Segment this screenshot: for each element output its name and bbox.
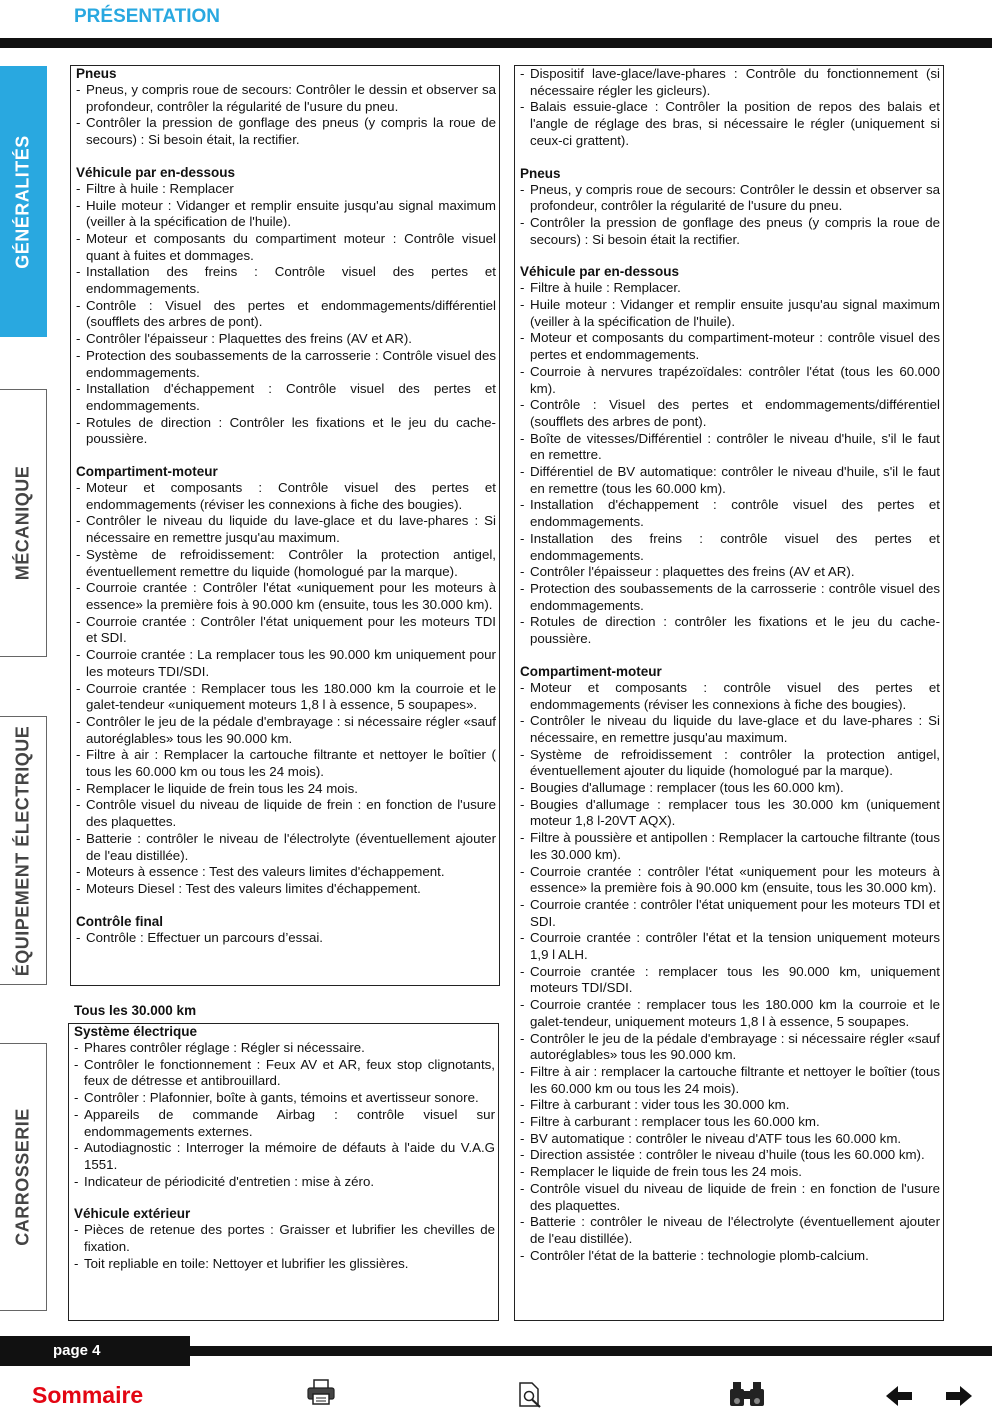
list-item: - Contrôle : Visuel des pertes et endommagements/différentiel (soufflets des arbres de pont). (520, 397, 940, 430)
list-item: - Contrôler : Plafonnier, boîte à gants, témoins et avertisseur sonore. (74, 1090, 495, 1107)
tab-label: ÉQUIPEMENT ÉLECTRIQUE (12, 725, 33, 976)
section-title: Pneus (520, 165, 561, 181)
list-item: - BV automatique : contrôler le niveau d'ATF tous les 60.000 km. (520, 1131, 940, 1148)
list-item: - Filtre à huile : Remplacer (76, 181, 496, 198)
list-item: - Contrôler l'épaisseur : Plaquettes des freins (AV et AR). (76, 331, 496, 348)
list-item: - Contrôle : Effectuer un parcours d’essai. (76, 930, 496, 947)
list-item: - Courroie à nervures trapézoïdales: contrôler l'état (tous les 60.000 km). (520, 364, 940, 397)
list-item: - Protection des soubassements de la carrosserie : Contrôle visuel des endommagements. (76, 348, 496, 381)
item-list (520, 280, 940, 647)
binoculars-icon[interactable] (728, 1380, 766, 1408)
item-list (520, 66, 940, 150)
list-item: - Moteur et composants : Contrôle visuel des pertes et endommagements (réviser les connexions à fiche des bougies). (76, 480, 496, 513)
printer-icon[interactable] (306, 1378, 336, 1406)
list-item: - Contrôler l'épaisseur : plaquettes des freins (AV et AR). (520, 564, 940, 581)
item-list (76, 480, 496, 898)
arrow-left-icon[interactable] (884, 1384, 914, 1408)
list-item: - Phares contrôler réglage : Régler si nécessaire. (74, 1040, 495, 1057)
section-title: Contrôle final (76, 913, 163, 929)
list-item: - Contrôler la pression de gonflage des pneus (y compris la roue de secours) : Si besoin était la rectifier. (520, 215, 940, 248)
list-item: - Protection des soubassements de la carrosserie : contrôle visuel des endommagements. (520, 581, 940, 614)
list-item: - Courroie crantée : remplacer tous les 180.000 km la courroie et le galet-tendeur, uniquement moteurs 1,8 l à essence, 5 soupapes. (520, 997, 940, 1030)
list-item: - Système de refroidissement : contrôler la protection antigel, éventuellement ajouter du liquide (homologué par la marque). (520, 747, 940, 780)
section-title: Compartiment-moteur (76, 464, 218, 480)
section-gap (76, 898, 496, 914)
list-item: - Filtre à air : Remplacer la cartouche filtrante et nettoyer le boîtier ( tous les 60.000 km ou tous les 24 mois). (76, 747, 496, 780)
tab-carrosserie[interactable] (0, 1043, 47, 1311)
tab-mecanique[interactable] (0, 389, 47, 657)
interval-heading: Tous les 30.000 km (74, 1003, 197, 1018)
tab-label: MÉCANIQUE (12, 465, 33, 581)
list-item: - Contrôler le jeu de la pédale d'embrayage : si nécessaire régler «sauf autoréglables» tous les 90.000 km. (76, 714, 496, 747)
list-item: - Remplacer le liquide de frein tous les 24 mois. (520, 1164, 940, 1181)
list-item: - Courroie crantée : contrôler l'état uniquement pour les moteurs TDI et SDI. (520, 897, 940, 930)
list-item: - Contrôler le niveau du liquide du lave-glace et du lave-phares : Si nécessaire, en remettre jusqu'au maximum. (520, 713, 940, 746)
list-item: - Pneus, y compris roue de secours: Contrôler le dessin et observer sa profondeur, contrôler la régularité de l'usure du pneu. (520, 182, 940, 215)
item-list (76, 930, 496, 947)
list-item: - Pièces de retenue des portes : Graisser et lubrifier les chevilles de fixation. (74, 1222, 495, 1255)
list-item: - Appareils de commande Airbag : contrôle visuel sur endommagements externes. (74, 1107, 495, 1140)
list-item: - Indicateur de périodicité d'entretien : mise à zéro. (74, 1174, 495, 1191)
list-item: - Courroie crantée : contrôler l'état «uniquement pour les moteurs à essence» la première fois à 90.000 km (ensuite, tous les 30.000 km). (520, 864, 940, 897)
section-gap (76, 149, 496, 165)
list-item: - Pneus, y compris roue de secours: Contrôler le dessin et observer sa profondeur, contrôler la régularité de l'usure du pneu. (76, 82, 496, 115)
maintenance-box-right (514, 65, 944, 1321)
tab-label: GÉNÉRALITÉS (12, 134, 33, 269)
list-item: - Direction assistée : contrôler le niveau d’huile (tous les 60.000 km). (520, 1147, 940, 1164)
list-item: - Installation des freins : contrôle visuel des pertes et endommagements. (520, 531, 940, 564)
list-item: - Filtre à air : remplacer la cartouche filtrante et nettoyer le boîtier (tous les 60.000 km ou tous les 24 mois). (520, 1064, 940, 1097)
section-gap (520, 648, 940, 664)
tab-generalites[interactable] (0, 66, 47, 337)
section-title: Compartiment-moteur (520, 663, 662, 679)
tab-label: CARROSSERIE (12, 1108, 33, 1246)
list-item: - Courroie crantée : remplacer tous les 90.000 km, uniquement moteurs TDI/SDI. (520, 964, 940, 997)
list-item: - Rotules de direction : Contrôler les fixations et le jeu du cache-poussière. (76, 415, 496, 448)
maintenance-box-left-top (70, 65, 500, 986)
section-title: Système électrique (74, 1024, 198, 1039)
list-item: - Installation des freins : Contrôle visuel des pertes et endommagements. (76, 264, 496, 297)
list-item: - Contrôler le niveau du liquide du lave-glace et du lave-phares : Si nécessaire en remettre jusqu'au maximum. (76, 513, 496, 546)
list-item: - Moteurs Diesel : Test des valeurs limites d'échappement. (76, 881, 496, 898)
list-item: - Contrôler la pression de gonflage des pneus (y compris la roue de secours) : Si besoin était, la rectifier. (76, 115, 496, 148)
section-gap (520, 248, 940, 264)
list-item: - Toit repliable en toile: Nettoyer et lubrifier les glissières. (74, 1256, 495, 1273)
header-bar (0, 38, 992, 48)
list-item: - Courroie crantée : Contrôler l'état «uniquement pour les moteurs à essence» la première fois à 90.000 km (ensuite, tous les 30.000 km). (76, 580, 496, 613)
item-list (520, 182, 940, 249)
page-title: PRÉSENTATION (74, 6, 221, 27)
list-item: - Installation d'échappement : Contrôle visuel des pertes et endommagements. (76, 381, 496, 414)
zoom-document-icon[interactable] (516, 1381, 544, 1409)
item-list (76, 82, 496, 149)
section-gap (520, 150, 940, 166)
list-item: - Courroie crantée : Contrôler l'état uniquement pour les moteurs TDI et SDI. (76, 614, 496, 647)
item-list (74, 1040, 495, 1190)
section-title: Véhicule par en-dessous (520, 264, 680, 280)
item-list (76, 181, 496, 448)
section-title: Véhicule par en-dessous (76, 164, 236, 180)
list-item: - Installation d'échappement : contrôle visuel des pertes et endommagements. (520, 497, 940, 530)
maintenance-box-left-bottom (68, 1023, 499, 1321)
section-gap (76, 448, 496, 464)
section-title: Véhicule extérieur (74, 1206, 191, 1222)
list-item: - Moteur et composants du compartiment moteur : Contrôle visuel quant à fuites et dommages. (76, 231, 496, 264)
list-item: - Contrôler l'état de la batterie : technologie plomb-calcium. (520, 1248, 940, 1265)
list-item: - Différentiel de BV automatique: contrôler le niveau d'huile, s'il le faut en remettre (tous les 60.000 km). (520, 464, 940, 497)
arrow-right-icon[interactable] (944, 1384, 974, 1408)
list-item: - Bougies d'allumage : remplacer (tous les 60.000 km). (520, 780, 940, 797)
list-item: - Moteur et composants : contrôle visuel des pertes et endommagements (réviser les connexions à fiche des bougies). (520, 680, 940, 713)
list-item: - Filtre à carburant : vider tous les 30.000 km. (520, 1097, 940, 1114)
list-item: - Batterie : contrôler le niveau de l'électrolyte (éventuellement ajouter de l'eau distillée). (520, 1214, 940, 1247)
page-number: page 4 (0, 1336, 190, 1366)
section-gap (74, 1190, 495, 1206)
list-item: - Courroie crantée : contrôler l'état et la tension uniquement moteurs 1,9 l ALH. (520, 930, 940, 963)
list-item: - Contrôle : Visuel des pertes et endommagements/différentiel (soufflets des arbres de pont). (76, 298, 496, 331)
list-item: - Huile moteur : Vidanger et remplir ensuite jusqu'au signal maximum (veiller à la spécification de l'huile). (76, 198, 496, 231)
list-item: - Courroie crantée : La remplacer tous les 90.000 km uniquement pour les moteurs TDI/SDI. (76, 647, 496, 680)
tab-equipement-electrique[interactable] (0, 716, 47, 985)
list-item: - Courroie crantée : Remplacer tous les 180.000 km la courroie et le galet-tendeur «uniquement moteurs 1,8 l à essence, 5 soupapes». (76, 681, 496, 714)
list-item: - Système de refroidissement: Contrôler la protection antigel, éventuellement remettre du liquide (homologué par la marque). (76, 547, 496, 580)
list-item: - Contrôle visuel du niveau de liquide de frein : en fonction de l'usure des plaquettes. (76, 797, 496, 830)
item-list (520, 680, 940, 1265)
list-item: - Balais essuie-glace : Contrôler la position de repos des balais et l'angle de réglage des bras, si nécessaire le régler (uniquement si ceux-ci grattent). (520, 99, 940, 149)
list-item: - Remplacer le liquide de frein tous les 24 mois. (76, 781, 496, 798)
list-item: - Filtre à carburant : remplacer tous les 60.000 km. (520, 1114, 940, 1131)
list-item: - Bougies d'allumage : remplacer tous les 30.000 km (uniquement moteur 1,8 l-20VT AQX). (520, 797, 940, 830)
sommaire-link[interactable]: Sommaire (32, 1382, 144, 1408)
list-item: - Boîte de vitesses/Différentiel : contrôler le niveau d'huile, s'il le faut en remettre. (520, 431, 940, 464)
list-item: - Autodiagnostic : Interroger la mémoire de défauts à l'aide du V.A.G 1551. (74, 1140, 495, 1173)
list-item: - Filtre à huile : Remplacer. (520, 280, 940, 297)
list-item: - Rotules de direction : contrôler les fixations et le jeu du cache-poussière. (520, 614, 940, 647)
section-title: Pneus (76, 66, 117, 81)
list-item: - Batterie : contrôler le niveau de l'électrolyte (éventuellement ajouter de l'eau distillée). (76, 831, 496, 864)
list-item: - Huile moteur : Vidanger et remplir ensuite jusqu'au signal maximum (veiller à la spécification de l'huile). (520, 297, 940, 330)
item-list (74, 1222, 495, 1272)
list-item: - Moteur et composants du compartiment-moteur : contrôle visuel des pertes et endommagements. (520, 330, 940, 363)
list-item: - Moteurs à essence : Test des valeurs limites d'échappement. (76, 864, 496, 881)
list-item: - Contrôler le jeu de la pédale d'embrayage : si nécessaire régler «sauf autoréglables» tous les 90.000 km. (520, 1031, 940, 1064)
list-item: - Dispositif lave-glace/lave-phares : Contrôle du fonctionnement (si nécessaire régler les gicleurs). (520, 66, 940, 99)
list-item: - Contrôler le fonctionnement : Feux AV et AR, feux stop clignotants, feux de détresse et antibrouillard. (74, 1057, 495, 1090)
list-item: - Contrôle visuel du niveau de liquide de frein : en fonction de l'usure des plaquettes. (520, 1181, 940, 1214)
list-item: - Filtre à poussière et antipollen : Remplacer la cartouche filtrante (tous les 30.000 km). (520, 830, 940, 863)
